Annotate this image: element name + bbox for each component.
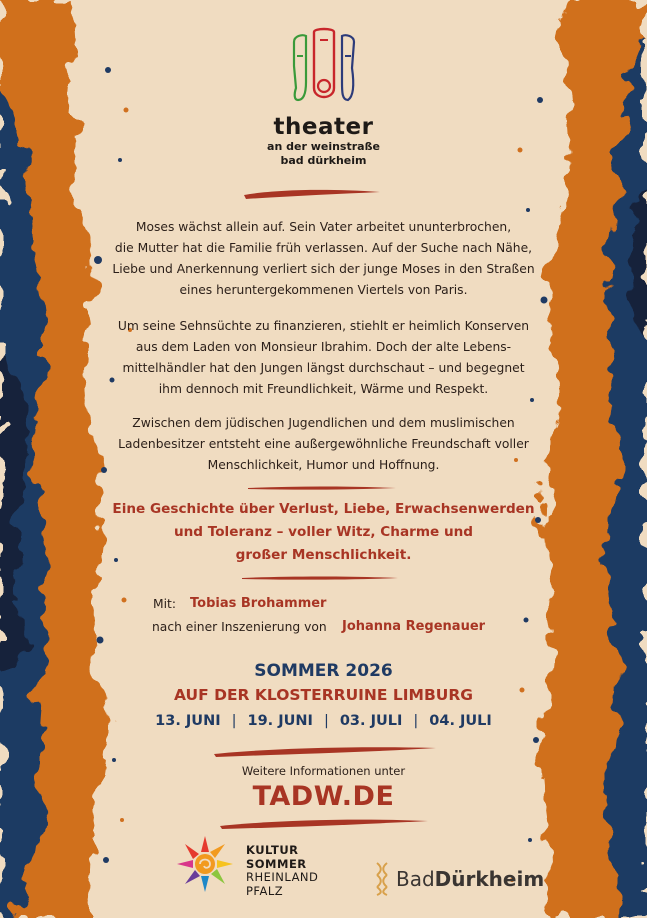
thin-divider-top <box>246 484 398 492</box>
website-link[interactable]: TADW.DE <box>252 781 395 812</box>
tagline-line: großer Menschlichkeit. <box>235 547 412 563</box>
kultursommer-logo <box>176 836 336 896</box>
brush-divider-url <box>218 816 430 830</box>
city-emblem-icon <box>374 860 390 896</box>
synopsis-line: Moses wächst allein auf. Sein Vater arbeitet ununterbrochen, <box>135 220 512 234</box>
kultursommer-line: SOMMER <box>246 856 307 871</box>
cast-label: Mit: <box>153 597 176 611</box>
city-name <box>396 867 544 891</box>
date-item: 03. JULI <box>339 713 403 729</box>
performance-dates <box>0 713 647 729</box>
synopsis-line: eines heruntergekommenen Viertels von Paris. <box>179 283 468 297</box>
synopsis-line: aus dem Laden von Monsieur Ibrahim. Doch der alte Lebens- <box>135 340 512 354</box>
tagline <box>100 498 547 567</box>
date-separator: | <box>413 713 419 729</box>
sun-icon <box>176 836 236 896</box>
synopsis-line: mittelhändler hat den Jungen längst durchschaut – und begegnet <box>122 361 525 375</box>
brush-divider <box>242 186 382 200</box>
synopsis-line: Menschlichkeit, Humor und Hoffnung. <box>207 458 440 472</box>
city-prefix: Bad <box>396 867 435 891</box>
brand-subtitle-1: an der weinstraße <box>267 140 380 153</box>
date-separator: | <box>323 713 329 729</box>
kultursommer-line: PFALZ <box>246 883 284 898</box>
cast-name: Tobias Brohammer <box>190 596 327 611</box>
theater-logo <box>0 26 647 168</box>
city-main: Dürkheim <box>434 867 545 891</box>
bad-duerkheim-logo <box>374 858 554 898</box>
theater-masks-icon <box>290 26 358 106</box>
date-item: 13. JUNI <box>155 713 221 729</box>
synopsis-line: Zwischen dem jüdischen Jugendlichen und dem muslimischen <box>132 416 515 430</box>
date-separator: | <box>231 713 237 729</box>
synopsis-line: Ladenbesitzer entsteht eine außergewöhnliche Freundschaft voller <box>118 437 529 451</box>
synopsis-paragraph-1 <box>100 217 547 301</box>
season-heading: SOMMER 2026 <box>254 661 393 681</box>
tagline-line: Eine Geschichte über Verlust, Liebe, Erwachsenwerden <box>112 501 535 517</box>
thin-divider-bottom <box>240 574 400 582</box>
date-item: 04. JULI <box>429 713 492 729</box>
synopsis-line: die Mutter hat die Familie früh verlassen. Auf der Suche nach Nähe, <box>114 241 533 255</box>
synopsis-line: Um seine Sehnsüchte zu finanzieren, stiehlt er heimlich Konserven <box>117 319 530 333</box>
brand-subtitle-2: bad dürkheim <box>280 154 367 167</box>
brand-name: theater <box>273 114 374 140</box>
synopsis-line: ihm dennoch mit Freundlichkeit, Wärme und Respekt. <box>158 382 489 396</box>
brush-divider-dates <box>212 744 438 758</box>
synopsis-paragraph-2 <box>100 316 547 400</box>
more-info-label: Weitere Informationen unter <box>241 764 406 778</box>
kultursommer-line: KULTUR <box>246 843 299 857</box>
tagline-line: und Toleranz – voller Witz, Charme und <box>173 524 474 540</box>
synopsis-line: Liebe und Anerkennung verliert sich der junge Moses in den Straßen <box>112 262 535 276</box>
director-name: Johanna Regenauer <box>342 619 486 634</box>
kultursommer-line: RHEINLAND <box>246 870 319 884</box>
date-item: 19. JUNI <box>247 713 313 729</box>
synopsis-paragraph-3 <box>100 413 547 476</box>
director-label: nach einer Inszenierung von <box>152 620 327 634</box>
kultursommer-text <box>246 844 318 898</box>
venue-heading: AUF DER KLOSTERRUINE LIMBURG <box>173 686 474 704</box>
